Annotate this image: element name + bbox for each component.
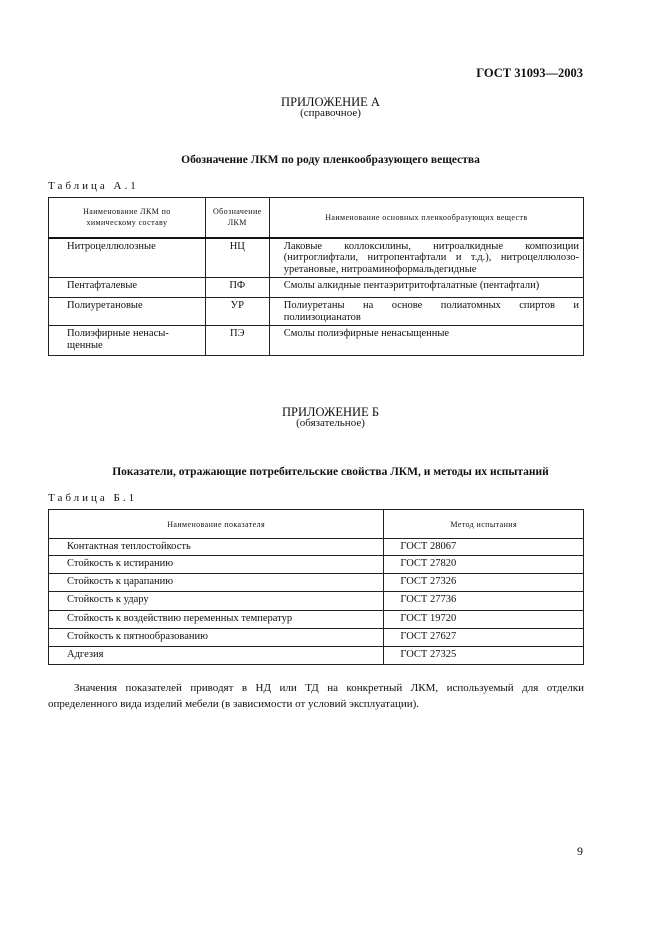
cell-code: ПЭ — [205, 326, 269, 356]
cell-name: Полиуретановые — [49, 298, 206, 326]
table-row — [49, 647, 584, 665]
table-a1-col-name: Наименование ЛКМ по химическому составу — [49, 198, 206, 238]
cell-method: ГОСТ 27820 — [384, 556, 584, 574]
appendix-a-status: (справочное) — [300, 107, 361, 119]
cell-code: УР — [205, 298, 269, 326]
cell-indicator: Адгезия — [49, 647, 384, 665]
table-row — [49, 629, 584, 647]
page-number: 9 — [577, 844, 583, 858]
cell-method: ГОСТ 27325 — [384, 647, 584, 665]
cell-indicator: Стойкость к воздействию переменных температур — [49, 611, 384, 629]
table-a1-col-code: Обозначение ЛКМ — [205, 198, 269, 238]
table-a1 — [48, 197, 584, 356]
table-row — [49, 278, 584, 298]
cell-name: Нитроцеллюлозные — [49, 238, 206, 278]
cell-substances: Смолы полиэфирные ненасыщенные — [269, 326, 583, 356]
cell-indicator: Стойкость к пятнообразованию — [49, 629, 384, 647]
table-b1-header — [49, 510, 584, 539]
appendix-a-title: ПРИЛОЖЕНИЕ А — [281, 95, 380, 109]
table-b1 — [48, 509, 584, 665]
appendix-a-heading: Обозначение ЛКМ по роду пленкообразующего вещества — [181, 154, 480, 166]
cell-method: ГОСТ 27736 — [384, 592, 584, 611]
appendix-b-status: (обязательное) — [296, 417, 365, 429]
table-row — [49, 592, 584, 611]
table-row — [49, 539, 584, 556]
cell-method: ГОСТ 27326 — [384, 574, 584, 592]
table-a1-header — [49, 198, 584, 238]
cell-substances: Смолы алкидные пентаэритритофталатные (пентафтали) — [269, 278, 583, 298]
table-row — [49, 326, 584, 356]
cell-method: ГОСТ 19720 — [384, 611, 584, 629]
cell-indicator: Стойкость к царапанию — [49, 574, 384, 592]
cell-code: НЦ — [205, 238, 269, 278]
cell-substances: Полиуретаны на основе полиатомных спиртов и полиизоцианатов — [269, 298, 583, 326]
table-b1-caption: Таблица Б.1 — [48, 492, 138, 504]
table-row — [49, 611, 584, 629]
table-row — [49, 238, 584, 278]
cell-method: ГОСТ 28067 — [384, 539, 584, 556]
table-row — [49, 298, 584, 326]
table-a1-caption: Таблица А.1 — [48, 180, 139, 192]
table-row — [49, 574, 584, 592]
standard-number: ГОСТ 31093—2003 — [476, 66, 583, 80]
table-b1-col-method: Метод испытания — [384, 510, 584, 539]
table-a1-col-substances: Наименование основных пленкообразующих веществ — [269, 198, 583, 238]
note-paragraph: Значения показателей приводят в НД или ТД на конкретный ЛКМ, используемый для отделки определенного вида изделий мебели (в зависимости от условий эксплуатации). — [48, 682, 584, 710]
cell-indicator: Стойкость к истиранию — [49, 556, 384, 574]
table-b1-col-indicator: Наименование показателя — [49, 510, 384, 539]
cell-substances: Лаковые коллоксилины, нитроалкидные композиции (нитроглифтали, нитропентафтали и т.д.), нитроцеллюлозо-уретановые, нитроаминоформальдегидные — [269, 238, 583, 278]
cell-code: ПФ — [205, 278, 269, 298]
cell-name: Пентафталевые — [49, 278, 206, 298]
cell-indicator: Контактная теплостойкость — [49, 539, 384, 556]
cell-indicator: Стойкость к удару — [49, 592, 384, 611]
appendix-b-title: ПРИЛОЖЕНИЕ Б — [281, 405, 380, 419]
table-row — [49, 556, 584, 574]
cell-method: ГОСТ 27627 — [384, 629, 584, 647]
cell-name: Полиэфирные ненасы-щенные — [49, 326, 206, 356]
appendix-b-heading: Показатели, отражающие потребительские свойства ЛКМ, и методы их испытаний — [112, 466, 549, 478]
